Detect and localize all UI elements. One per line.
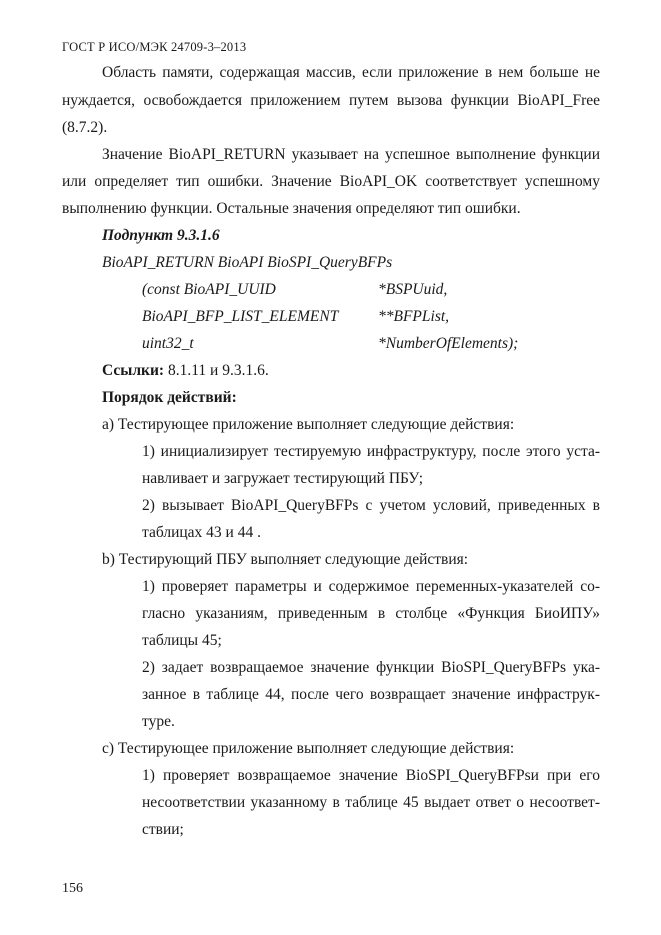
paragraph-line: выполнению функции. Остальные значения определяют тип ошибки. bbox=[62, 200, 521, 217]
paragraph-line: нуждается, освобождается приложением путем вызова функции BioAPI_Free bbox=[62, 92, 600, 109]
step-item-line: навливает и загружает тестирующий ПБУ; bbox=[142, 470, 424, 487]
step-item-line: занное в таблице 44, после чего возвращает значение инфраструк- bbox=[142, 686, 600, 703]
references-value: 8.1.11 и 9.3.1.6. bbox=[164, 362, 269, 379]
step-item-line: туре. bbox=[142, 713, 175, 730]
references-line bbox=[102, 362, 269, 380]
step-item-line: несоответствии указанному в таблице 45 выдает ответ о несоответ- bbox=[142, 794, 600, 811]
step-title: a) Тестирующее приложение выполняет следующие действия: bbox=[102, 416, 515, 433]
page-number: 156 bbox=[62, 881, 83, 896]
step-item-line: 2) задает возвращаемое значение функции BioSPI_QueryBFPs ука- bbox=[142, 659, 600, 676]
step-item-line: таблицы 45; bbox=[142, 632, 222, 649]
param-name: *BSPUuid, bbox=[378, 281, 448, 298]
step-title: b) Тестирующий ПБУ выполняет следующие действия: bbox=[102, 551, 469, 568]
param-type: BioAPI_BFP_LIST_ELEMENT bbox=[142, 308, 339, 325]
step-item-line: 1) проверяет параметры и содержимое переменных-указателей со- bbox=[142, 578, 600, 595]
step-item-line: ствии; bbox=[142, 821, 184, 838]
subclause-title: Подпункт 9.3.1.6 bbox=[102, 227, 220, 244]
references-label: Ссылки: bbox=[102, 362, 165, 379]
procedure-heading: Порядок действий: bbox=[102, 389, 237, 406]
step-item-line: 2) вызывает BioAPI_QueryBFPs с учетом условий, приведенных в bbox=[142, 497, 600, 514]
document-code-header: ГОСТ Р ИСО/МЭК 24709-3–2013 bbox=[62, 40, 247, 54]
function-signature: BioAPI_RETURN BioAPI BioSPI_QueryBFPs bbox=[102, 254, 393, 271]
step-title: c) Тестирующее приложение выполняет следующие действия: bbox=[102, 740, 515, 757]
paragraph-line: Область памяти, содержащая массив, если приложение в нем больше не bbox=[102, 64, 600, 81]
paragraph-line: (8.7.2). bbox=[62, 119, 108, 136]
step-item-line: 1) инициализирует тестируемую инфраструктуру, после этого уста- bbox=[142, 443, 600, 460]
paragraph-line: Значение BioAPI_RETURN указывает на успешное выполнение функции bbox=[102, 146, 600, 163]
param-type: uint32_t bbox=[142, 335, 194, 352]
step-item-line: гласно указаниям, приведенным в столбце «Функция БиоИПУ» bbox=[142, 605, 600, 622]
paragraph-line: или определяет тип ошибки. Значение BioAPI_OK соответствует успешному bbox=[62, 173, 600, 190]
param-type: (const BioAPI_UUID bbox=[142, 281, 276, 298]
param-name: *NumberOfElements); bbox=[378, 335, 519, 352]
param-name: **BFPList, bbox=[378, 308, 450, 325]
step-item-line: 1) проверяет возвращаемое значение BioSPI_QueryBFPsи при его bbox=[142, 767, 600, 784]
step-item-line: таблицах 43 и 44 . bbox=[142, 524, 261, 541]
